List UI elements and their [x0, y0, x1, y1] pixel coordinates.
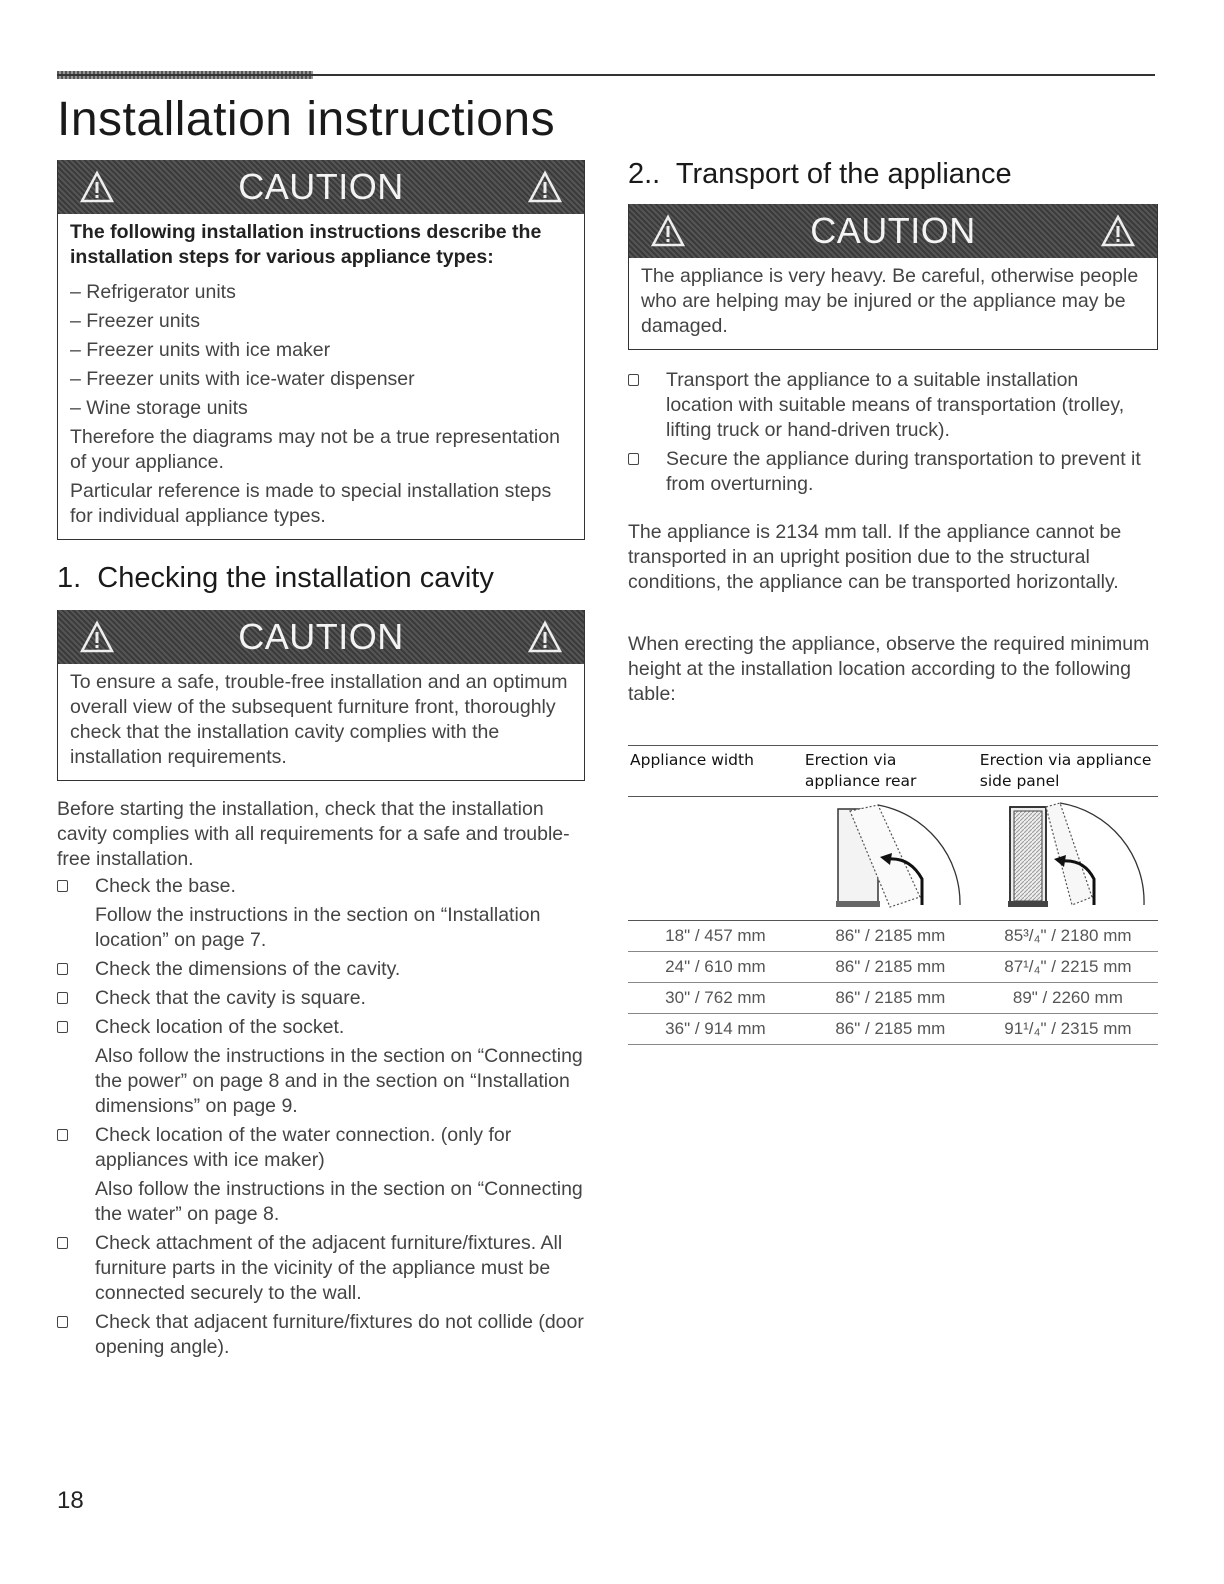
caution-note: Therefore the diagrams may not be a true representation of your appliance. — [70, 426, 560, 473]
caution-body — [58, 214, 584, 539]
checklist-item — [57, 1123, 589, 1227]
checklist-text: Transport the appliance to a suitable installation location with suitable means of transportation (trolley, lifting truck or hand-driven truck). — [666, 369, 1125, 441]
caution-text: To ensure a safe, trouble-free installation and an optimum overall view of the subsequent furniture front, thoroughly check that the installation cavity complies with the installation requirements. — [70, 671, 568, 768]
warning-triangle-icon — [80, 620, 114, 654]
page-title: Installation instructions — [57, 93, 556, 146]
diagram-row — [628, 797, 1158, 921]
caution-label: CAUTION — [810, 210, 976, 251]
list-item: – Refrigerator units — [70, 278, 572, 307]
table-cell: 86" / 2185 mm — [803, 983, 978, 1014]
checkbox-icon — [57, 963, 68, 975]
checklist-item — [628, 447, 1148, 497]
checklist-text: Secure the appliance during transportation to prevent it from overturning. — [666, 448, 1141, 495]
checklist-subtext: Also follow the instructions in the section on “Connecting the water” on page 8. — [95, 1178, 583, 1225]
checklist-subtext: Also follow the instructions in the section on “Connecting the power” on page 8 and in the section on “Installation dimensions” on page 9. — [95, 1045, 583, 1117]
warning-triangle-icon — [528, 170, 562, 204]
checklist-item — [57, 1231, 589, 1306]
warning-triangle-icon — [1101, 214, 1135, 248]
checklist-text: Check location of the socket. — [95, 1016, 345, 1038]
checklist-item — [57, 874, 589, 953]
checklist-item — [57, 957, 589, 982]
table-row — [628, 952, 1158, 983]
section2-paragraph: The appliance is 2134 mm tall. If the appliance cannot be transported in an upright position due to the structural conditions, the appliance can be transported horizontally. — [628, 521, 1122, 593]
list-item: – Freezer units with ice maker — [70, 336, 572, 365]
checklist-item — [628, 368, 1148, 443]
table-row — [628, 983, 1158, 1014]
checklist-text: Check location of the water connection. (only for appliances with ice maker) — [95, 1124, 512, 1171]
warning-triangle-icon — [80, 170, 114, 204]
column-header: Erection via appliance rear — [803, 746, 978, 797]
checklist-subtext: Follow the instructions in the section on “Installation location” on page 7. — [95, 904, 541, 951]
section2-caution-box — [628, 204, 1158, 350]
table-cell: 36" / 914 mm — [628, 1014, 803, 1045]
rear-erection-diagram — [803, 797, 978, 921]
appliance-type-list — [70, 278, 572, 423]
column-header: Appliance width — [628, 746, 803, 797]
header-rule — [57, 74, 1155, 76]
warning-triangle-icon — [651, 214, 685, 248]
table-cell: 24" / 610 mm — [628, 952, 803, 983]
checklist-text: Check that the cavity is square. — [95, 987, 366, 1009]
section1-caution-box — [57, 610, 585, 781]
appliance-tilt-rear-illustration — [810, 797, 970, 915]
section1-checklist — [57, 874, 589, 1364]
caution-body — [629, 258, 1157, 349]
list-item: – Freezer units with ice-water dispenser — [70, 365, 572, 394]
intro-caution-box — [57, 160, 585, 540]
list-item: – Freezer units — [70, 307, 572, 336]
checkbox-icon — [628, 453, 639, 465]
checkbox-icon — [57, 1316, 68, 1328]
checklist-item — [57, 1310, 589, 1360]
table-row — [628, 921, 1158, 952]
caution-header — [58, 610, 584, 664]
section-heading: 1. Checking the installation cavity — [57, 562, 494, 594]
caution-label: CAUTION — [238, 166, 404, 207]
checklist-item — [57, 1015, 589, 1119]
checklist-text: Check the dimensions of the cavity. — [95, 958, 401, 980]
checkbox-icon — [57, 1237, 68, 1249]
checklist-text: Check attachment of the adjacent furniture/fixtures. All furniture parts in the vicinity of the appliance must be connected securely to the wall. — [95, 1232, 563, 1304]
warning-triangle-icon — [528, 620, 562, 654]
caution-intro-text: The following installation instructions describe the installation steps for various appliance types: — [70, 221, 542, 268]
checkbox-icon — [57, 1021, 68, 1033]
table-cell: 86" / 2185 mm — [803, 921, 978, 952]
checkbox-icon — [628, 374, 639, 386]
section-heading: 2.. Transport of the appliance — [628, 158, 1012, 190]
checklist-item — [57, 986, 589, 1011]
table-row — [628, 1014, 1158, 1045]
caution-header — [58, 160, 584, 214]
column-header: Erection via appliance side panel — [978, 746, 1158, 797]
checkbox-icon — [57, 1129, 68, 1141]
side-erection-diagram — [978, 797, 1158, 921]
checklist-text: Check the base. — [95, 875, 236, 897]
list-item: – Wine storage units — [70, 394, 572, 423]
page-number: 18 — [57, 1487, 84, 1514]
table-cell: 86" / 2185 mm — [803, 1014, 978, 1045]
section1-intro: Before starting the installation, check that the installation cavity complies with all requirements for a safe and trouble-free installation. — [57, 798, 570, 870]
section2-checklist — [628, 368, 1148, 501]
table-cell: 30" / 762 mm — [628, 983, 803, 1014]
caution-label: CAUTION — [238, 616, 404, 657]
appliance-tilt-side-illustration — [988, 797, 1148, 915]
caution-body — [58, 664, 584, 780]
table-cell: 87¹/₄" / 2215 mm — [978, 952, 1158, 983]
section2-paragraph: When erecting the appliance, observe the required minimum height at the installation location according to the following table: — [628, 633, 1150, 705]
table-cell: 85³/₄" / 2180 mm — [978, 921, 1158, 952]
table-cell: 89" / 2260 mm — [978, 983, 1158, 1014]
table-cell: 18" / 457 mm — [628, 921, 803, 952]
caution-text: The appliance is very heavy. Be careful, otherwise people who are helping may be injured or the appliance may be damaged. — [641, 265, 1139, 337]
caution-note: Particular reference is made to special installation steps for individual appliance types. — [70, 480, 552, 527]
min-height-table — [628, 745, 1158, 1045]
checkbox-icon — [57, 880, 68, 892]
table-cell: 86" / 2185 mm — [803, 952, 978, 983]
checklist-text: Check that adjacent furniture/fixtures do not collide (door opening angle). — [95, 1311, 584, 1358]
checkbox-icon — [57, 992, 68, 1004]
table-cell: 91¹/₄" / 2315 mm — [978, 1014, 1158, 1045]
caution-header — [629, 204, 1157, 258]
